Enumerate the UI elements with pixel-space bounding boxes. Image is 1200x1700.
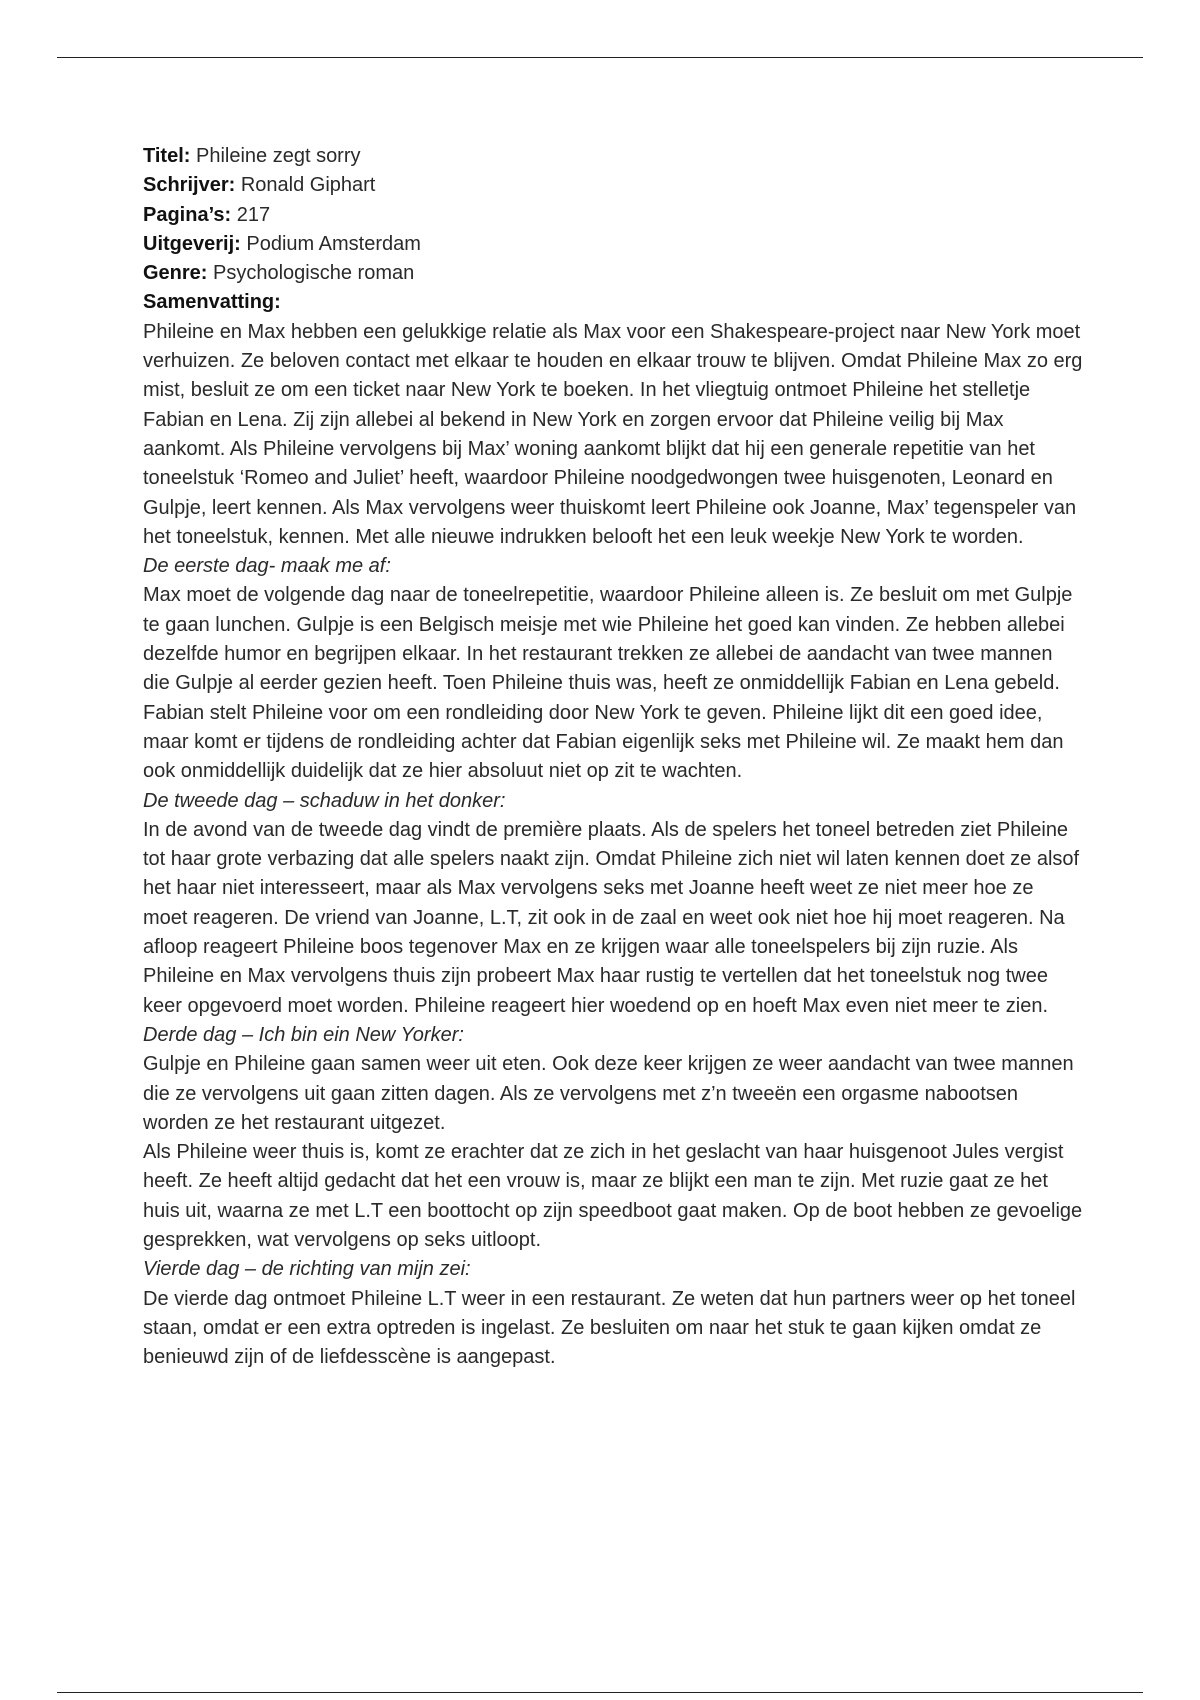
meta-genre: Genre: Psychologische roman — [143, 262, 415, 285]
section-day-4 — [143, 1255, 1083, 1372]
section-day-3 — [143, 1021, 1083, 1255]
section-paragraph: Gulpje en Phileine gaan samen weer uit eten. Ook deze keer krijgen ze weer aandacht van twee mannen die ze vervolgens uit gaan zitten dagen. Als ze vervolgens met z’n tweeën een orgasme nabootsen worden ze het restaurant uitgezet. — [143, 1053, 1074, 1134]
section-paragraph: In de avond van de tweede dag vindt de première plaats. Als de spelers het toneel betreden ziet Phileine tot haar grote verbazing dat alle spelers naakt zijn. Omdat Phileine zich niet wil laten kennen doet ze alsof het haar niet interesseert, maar als Max vervolgens seks met Joanne heeft weet ze niet meer hoe ze moet reageren. De vriend van Joanne, L.T, zit ook in de zaal en weet ook niet hoe hij moet reageren. Na afloop reageert Phileine boos tegenover Max en ze krijgen waar alle toneelspelers bij zijn ruzie. Als Phileine en Max vervolgens thuis zijn probeert Max haar rustig te vertellen dat het toneelstuk nog twee keer opgevoerd moet worden. Phileine reageert hier woedend op en hoeft Max even niet meer te zien. — [143, 818, 1080, 1017]
meta-pages: Pagina’s: 217 — [143, 203, 271, 226]
book-metadata — [143, 142, 1083, 288]
section-title: De tweede dag – schaduw in het donker: — [143, 789, 506, 812]
meta-title: Titel: Phileine zegt sorry — [143, 145, 361, 167]
document-body — [143, 142, 1083, 1372]
intro-paragraph: Phileine en Max hebben een gelukkige relatie als Max voor een Shakespeare-project naar New York moet verhuizen. Ze beloven contact met elkaar te houden en elkaar trouw te blijven. Omdat Phileine Max zo erg mist, besluit ze om een ticket naar New York te boeken. In het vliegtuig ontmoet Phileine het stelletje Fabian en Lena. Zij zijn allebei al bekend in New York en zorgen ervoor dat Phileine veilig bij Max aankomt. Als Phileine vervolgens bij Max’ woning aankomt blijkt dat hij een generale repetitie van het toneelstuk ‘Romeo and Juliet’ heeft, waardoor Phileine noodgedwongen twee huisgenoten, Leonard en Gulpje, leert kennen. Als Max vervolgens weer thuiskomt leert Phileine ook Joanne, Max’ tegenspeler van het toneelstuk, kennen. Met alle nieuwe indrukken belooft het een leuk weekje New York te worden. — [143, 320, 1083, 548]
section-title: Derde dag – Ich bin ein New Yorker: — [143, 1023, 464, 1046]
section-paragraph: De vierde dag ontmoet Phileine L.T weer in een restaurant. Ze weten dat hun partners weer op het toneel staan, omdat er een extra optreden is ingelast. Ze besluiten om naar het stuk te gaan kijken omdat ze benieuwd zijn of de liefdesscène is aangepast. — [143, 1287, 1076, 1369]
section-title: De eerste dag- maak me af: — [143, 555, 391, 578]
section-title: Vierde dag – de richting van mijn zei: — [143, 1258, 471, 1281]
section-paragraph: Als Phileine weer thuis is, komt ze erachter dat ze zich in het geslacht van haar huisgenoot Jules vergist heeft. Ze heeft altijd gedacht dat het een vrouw is, maar ze blijkt een man te zijn. Met ruzie gaat ze het huis uit, waarna ze met L.T een boottocht op zijn speedboot gaat maken. Op de boot hebben ze gevoelige gesprekken, wat vervolgens op seks uitloopt. — [143, 1141, 1083, 1251]
bottom-rule — [57, 1692, 1143, 1693]
summary-heading: Samenvatting: — [143, 291, 281, 314]
meta-author: Schrijver: Ronald Giphart — [143, 174, 376, 197]
section-day-1 — [143, 552, 1083, 786]
meta-publisher: Uitgeverij: Podium Amsterdam — [143, 232, 421, 255]
top-rule — [57, 57, 1143, 58]
section-paragraph: Max moet de volgende dag naar de toneelrepetitie, waardoor Phileine alleen is. Ze besluit om met Gulpje te gaan lunchen. Gulpje is een Belgisch meisje met wie Phileine het goed kan vinden. Ze hebben allebei dezelfde humor en begrijpen elkaar. In het restaurant trekken ze allebei de aandacht van twee mannen die Gulpje al eerder gezien heeft. Toen Phileine thuis was, heeft ze onmiddellijk Fabian en Lena gebeld. Fabian stelt Phileine voor om een rondleiding door New York te geven. Phileine lijkt dit een goed idee, maar komt er tijdens de rondleiding achter dat Fabian eigenlijk seks met Phileine wil. Ze maakt hem dan ook onmiddellijk duidelijk dat ze hier absoluut niet op zit te wachten. — [143, 584, 1073, 783]
section-day-2 — [143, 787, 1083, 1021]
